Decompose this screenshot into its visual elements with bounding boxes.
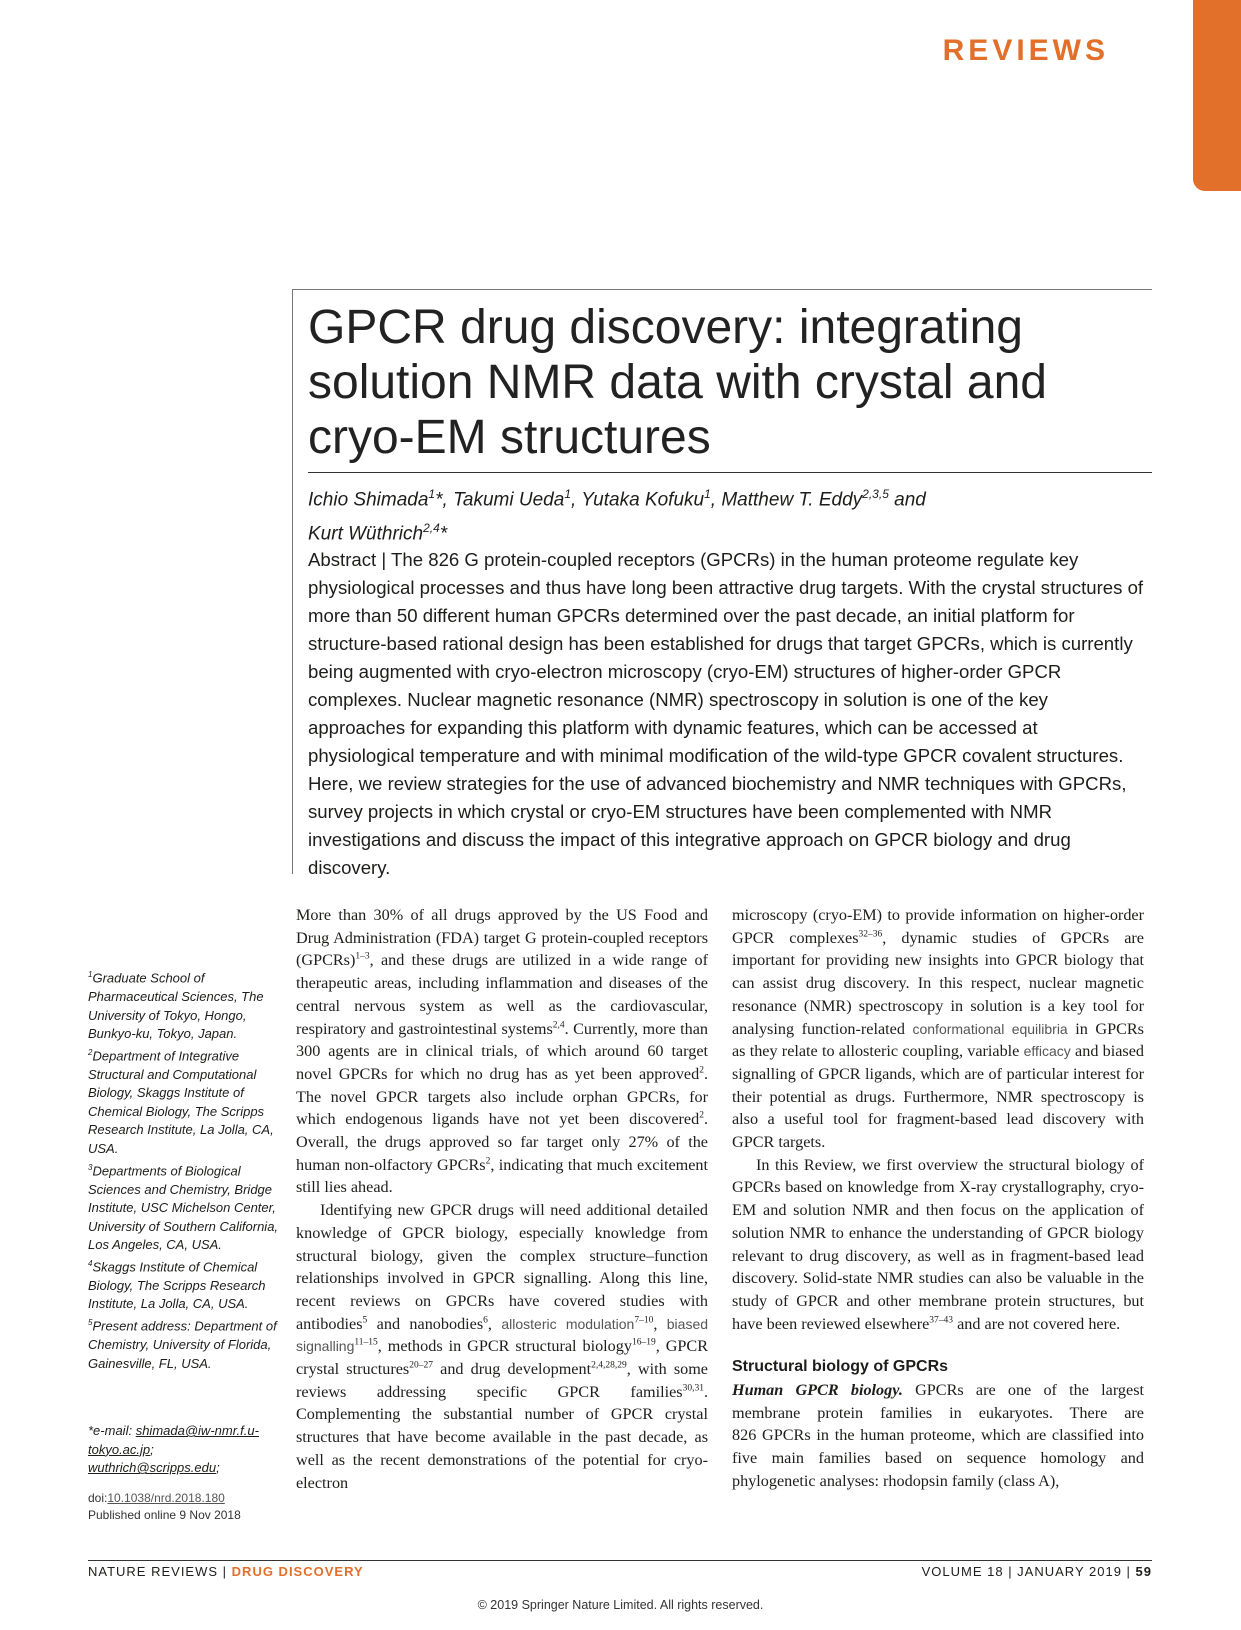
page-number: 59 [1135,1564,1152,1579]
section-heading: Structural biology of GPCRs [732,1358,949,1376]
author-name: Matthew T. Eddy [721,489,863,511]
citation-ref: 1–3 [355,952,370,963]
citation-ref: 30,31 [682,1383,704,1394]
body-paragraph [732,1379,1144,1493]
body-text: , indicating that much excitement still lies ahead. [296,1155,709,1197]
runin-heading: Human GPCR biology. [732,1381,903,1400]
body-text: , dynamic studies of GPCRs are important for providing new insights into GPCR biology that can assist drug discovery. In this respect, nuclear magnetic resonance (NMR) spectroscopy in solution is a key tool for analysing function-related [732,928,1144,1038]
article-title [308,300,1148,465]
article-title-line: solution NMR data with crystal and [308,356,1047,409]
affiliation-text: Graduate School of Pharmaceutical Sciences, The University of Tokyo, Hongo, Bunkyo-ku, Tokyo, Japan. [88,970,264,1042]
author-separator: , [710,489,722,511]
affiliation-number: 2 [88,1047,93,1057]
publication-info [88,1490,288,1524]
body-text: . Overall, the drugs approved so far target only 27% of the human non-olfactory GPCRs [296,1110,708,1174]
author-separator: and [888,489,926,511]
body-text: . Complementing the substantial number of GPCR crystal structures that have become available in the past decade, as well as the recent demonstrations of the potential for cryo-electron [296,1382,708,1492]
citation-ref: 20–27 [409,1360,433,1371]
body-paragraph [732,1154,1144,1336]
doi-link[interactable]: 10.1038/nrd.2018.180 [107,1491,225,1505]
body-paragraph [296,1199,708,1494]
volume-issue: VOLUME 18 | JANUARY 2019 | [921,1564,1136,1579]
body-text: GPCRs are one of the largest membrane protein families in eukaryotes. There are 826 GPCRs in the human proteome, which are classified into five main families based on sequence homology and phylogenetic analyses: rhodopsin family (class A), [732,1381,1144,1490]
body-text: and are not covered here. [953,1314,1121,1333]
email-link[interactable]: shimada@iw-nmr.f.u-tokyo.ac.jp [88,1423,259,1457]
affiliation-number: 1 [88,970,93,979]
body-text: More than 30% of all drugs approved by the US Food and Drug Administration (FDA) target G protein-coupled receptors (GPCRs) [296,906,708,970]
citation-ref: 37–43 [929,1315,954,1326]
doi-prefix: doi: [88,1491,108,1505]
copyright: © 2019 Springer Nature Limited. All rights reserved. [477,1598,764,1612]
author-name: Ichio Shimada [308,489,429,511]
author-name: Takumi Ueda [453,489,565,511]
body-text: and nanobodies [367,1314,484,1333]
affiliation-number: 4 [88,1258,93,1268]
section-label: REVIEWS [942,34,1109,67]
affiliation-item [88,1255,288,1314]
title-left-rule [292,289,293,874]
citation-ref: 6 [483,1315,488,1326]
affiliation-text: Department of Integrative Structural and Computational Biology, Skaggs Institute of Chemical Biology, The Scripps Research Institute, La Jolla, CA, USA. [88,1048,274,1156]
citation-ref: 11–15 [354,1337,378,1348]
affiliations [88,966,288,1373]
body-text: , and these drugs are utilized in a wide range of therapeutic areas, including inflammation and diseases of the central nervous system as well as the cardiovascular, respiratory and gastrointestinal systems [296,951,708,1038]
citation-ref: 2 [699,1110,704,1121]
corresponding-mark: * [439,523,448,545]
abstract-text: The 826 G protein-coupled receptors (GPCRs) in the human proteome regulate key physiological processes and thus have long been attractive drug targets. With the crystal structures of more than 50 different human GPCRs determined over the past decade, an initial platform for structure-based rational design has been established for drugs that target GPCRs, which is currently being augmented with cryo-electron microscopy (cryo-EM) structures of higher-order GPCR complexes. Nuclear magnetic resonance (NMR) spectroscopy in solution is one of the key approaches for expanding this platform with dynamic features, which can be accessed at physiological temperature and with minimal modification of the wild-type GPCR covalent structures. Here, we review strategies for the use of advanced biochemistry and NMR techniques with GPCRs, survey projects in which crystal or cryo-EM structures have been complemented with NMR investigations and discuss the impact of this integrative approach on GPCR biology and drug discovery. [308,549,1144,878]
email-label: *e-mail: [88,1423,133,1438]
author-separator: , [571,489,582,511]
citation-ref: 16–19 [631,1337,656,1348]
glossary-term: allosteric modulation [501,1315,635,1332]
author-affiliation-mark: 2,4 [423,521,440,536]
author-affiliation-mark: 2,3,5 [862,487,889,501]
citation-ref: 2,4 [552,1020,565,1031]
citation-ref: 5 [362,1315,368,1326]
affiliation-item [88,966,288,1044]
title-top-rule [292,289,1152,290]
affiliation-item [88,1314,288,1373]
journal-section: DRUG DISCOVERY [231,1564,364,1579]
affiliation-item [88,1044,288,1159]
volume-info [922,1564,1152,1579]
citation-ref: 2,4,28,29 [591,1360,627,1371]
author-affiliation-mark: 1 [428,487,436,501]
body-column-middle [296,904,708,1494]
journal-separator: | [218,1564,232,1579]
body-paragraph [296,904,708,1199]
author-affiliation-mark: 1 [564,487,571,501]
body-paragraph [732,904,1144,1154]
affiliation-text: Departments of Biological Sciences and Chemistry, Bridge Institute, USC Michelson Center, University of Southern California, Los Angeles, CA, USA. [88,1162,279,1253]
body-text: , [653,1314,667,1333]
author-separator: , [442,489,454,511]
body-text: microscopy (cryo-EM) to provide information on higher-order GPCR complexes [732,906,1144,947]
journal-name [88,1564,364,1579]
body-text: , methods in GPCR structural biology [377,1337,632,1356]
body-text: In this Review, we first overview the structural biology of GPCRs based on knowledge from X-ray crystallography, cryo-EM and solution NMR and then focus on the application of solution NMR to enhance the understanding of GPCR biology relevant to drug discovery, as well as in fragment-based lead discovery. Solid-state NMR studies can also be valuable in the study of GPCR and other membrane protein structures, but have been reviewed elsewhere [732,1155,1144,1333]
citation-ref: 2 [485,1156,491,1167]
email-link[interactable]: wuthrich@scripps.edu [88,1460,217,1476]
citation-ref: 32–36 [858,929,883,940]
body-text: , GPCR crystal structures [296,1337,708,1379]
glossary-term: efficacy [1023,1043,1071,1060]
footer-rule [88,1560,1152,1561]
glossary-term: conformational equilibria [912,1020,1068,1037]
body-text: in GPCRs as they relate to allosteric coupling, variable [732,1019,1144,1061]
affiliation-item [88,1159,288,1255]
body-text: Identifying new GPCR drugs will need additional detailed knowledge of GPCR biology, especially knowledge from structural biology, given the complex structure–function relationships involved in GPCR signalling. Along this line, recent reviews on GPCRs have covered studies with antibodies [296,1201,708,1333]
author-name: Yutaka Kofuku [581,489,705,511]
glossary-term: biased signalling [296,1315,709,1355]
author-list [308,480,1148,549]
article-title-line: cryo-EM structures [308,411,711,464]
corresponding-mark: * [435,489,443,511]
abstract-label: Abstract [308,549,377,570]
body-text: , [487,1314,502,1333]
body-text: and drug development [432,1360,592,1379]
affiliation-text: Skaggs Institute of Chemical Biology, The Scripps Research Institute, La Jolla, CA, USA. [88,1259,266,1312]
citation-ref: 2 [699,1065,704,1076]
article-title-line: GPCR drug discovery: integrating [308,301,1023,354]
abstract [308,546,1148,882]
body-text: . Currently, more than 300 agents are in clinical trials, of which around 60 target novel GPCRs for which no drug has as yet been approved [296,1019,708,1083]
abstract-separator: | [376,549,392,570]
journal-title: NATURE REVIEWS [88,1564,219,1579]
correspondence: *e-mail: shimada@iw-nmr.f.u-tokyo.ac.jp; wuthrich@scripps.edu; [88,1423,259,1476]
affiliation-number: 5 [88,1318,93,1327]
published-date: Published online 9 Nov 2018 [88,1508,241,1522]
body-text: and biased signalling of GPCR ligands, which are of particular interest for their potential as drugs. Furthermore, NMR spectroscopy is also a useful tool for fragment-based lead discovery with GPCR targets. [732,1042,1144,1152]
body-column-right [732,904,1144,1493]
citation-ref: 7–10 [634,1315,654,1326]
affiliation-text: Present address: Department of Chemistry, University of Florida, Gainesville, FL, USA. [88,1318,277,1371]
affiliation-number: 3 [88,1162,93,1172]
section-color-tab [1193,0,1241,191]
body-text: . The novel GPCR targets also include orphan GPCRs, for which endogenous ligands have not yet been discovered [296,1064,708,1129]
body-text: , with some reviews addressing specific GPCR families [296,1360,708,1401]
author-name: Kurt Wüthrich [308,523,424,545]
author-affiliation-mark: 1 [704,487,711,501]
title-divider [308,472,1152,473]
